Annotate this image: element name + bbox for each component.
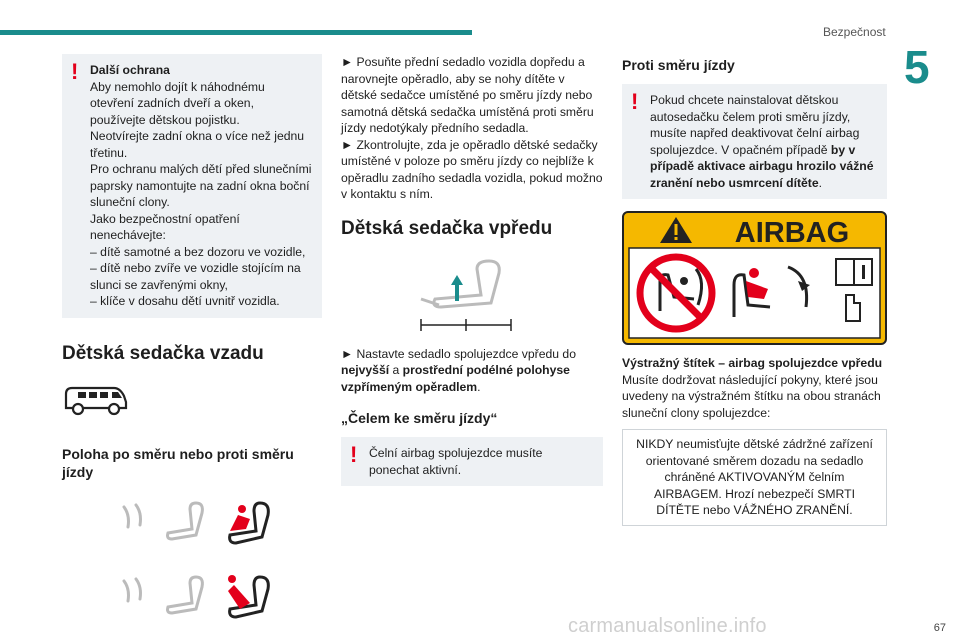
no-rearward-seat-icon (640, 257, 712, 329)
warning-forward-text: Čelní airbag spolujezdce musíte ponechat aktivní. (369, 446, 543, 477)
paragraph-move-seat: ► Posuňte přední sedadlo vozidla dopředu a narovnejte opěradlo, aby se nohy dítěte v dětské sedačce umístěné po směru jízdy nebo samotná dětská sedačka umístěná proti směru jízdy nedotýkaly předního sedadla. (341, 55, 594, 135)
warning-rearward-text (650, 92, 877, 191)
warning-exclamation-icon: ! (631, 89, 639, 114)
vehicle-seat-icon (162, 499, 212, 549)
subheading-forward-facing: „Čelem ke směru jízdy“ (341, 410, 498, 426)
warning-line: Pro ochranu malých dětí před slunečními paprsky namontujte na zadní okna boční sluneční clony. (90, 162, 312, 209)
subheading-position: Poloha po směru nebo proti směru jízdy (62, 445, 294, 480)
section-title: Bezpečnost (823, 25, 886, 39)
para3-text-c: a (389, 363, 403, 377)
warning-line: – dítě nebo zvíře ve vozidle stojícím na slunci se zavřenými okny, (90, 261, 301, 292)
warning-rearward-bold: by v případě aktivace airbagu hrozilo vážné zranění nebo usmrcení dítěte (650, 142, 874, 190)
warning-line: Aby nemohlo dojít k náhodnému otevření zadních dveří a oken, používejte dětskou pojistku. (90, 79, 265, 127)
top-accent-bar (0, 30, 472, 35)
para3-bold-middle: prostřední podélné polohyse vzpřímeným opěradlem (341, 363, 570, 394)
warning-rearward-a: Pokud chcete nainstalovat dětskou autosedačku čelem proti směru jízdy, musíte napřed deaktivovat čelní airbag spolujezdce. V opačném případě (650, 93, 860, 157)
airbag-caption-title: Výstražný štítek – airbag spolujezdce vpředu (622, 356, 883, 370)
airbag-warning-label (622, 211, 887, 345)
seat-row-forward (114, 499, 322, 551)
warning-line: – dítě samotné a bez dozoru ve vozidle, (90, 244, 306, 259)
warning-title: Další ochrana (90, 63, 170, 77)
warning-exclamation-icon: ! (71, 59, 79, 84)
warning-line: Neotvírejte zadní okna o více než jednu třetinu. (90, 129, 305, 160)
child-seat-rearward-icon (220, 573, 276, 625)
warning-box-protection (62, 54, 322, 318)
rear-facing-gap-icon (114, 499, 154, 549)
paragraph-check-backrest: ► Zkontrolujte, zda je opěradlo dětské sedačky umístěné v poloze po směru jízdy co nejblíže k opěradlu zadního sedadla vozidla, pokud možno v kontaktu s ním. (341, 137, 603, 201)
seat-row-rearward (114, 573, 322, 625)
rear-facing-gap-icon (114, 573, 154, 623)
heading-rear-child-seat: Dětská sedačka vzadu (62, 342, 264, 364)
column-middle (341, 54, 603, 486)
vehicle-seat-icon (162, 573, 212, 623)
airbag-sign-text: AIRBAG (734, 217, 850, 249)
van-icon (62, 382, 130, 418)
para3-text-e: . (477, 379, 481, 394)
column-right (622, 56, 887, 526)
warning-line: Jako bezpečnostní opatření nenechávejte: (90, 211, 240, 242)
warning-line: – klíče v dosahu dětí uvnitř vozidla. (90, 294, 280, 308)
seat-position-figures (114, 499, 322, 625)
heading-front-child-seat: Dětská sedačka vpředu (341, 217, 553, 239)
front-seat-adjust-icon (411, 255, 521, 335)
airbag-caption (622, 355, 887, 421)
para3-bold-highest: nejvyšší (341, 363, 390, 377)
airbag-notice-box: NIKDY neumisťujte dětské zádržné zařízení orientované směrem dozadu na sedadlo chráněné AKTIVOVANÝM čelním AIRBAGEM. Hrozí nebezpečí SMRTI DÍTĚTE nebo VÁŽNÉHO ZRANĚNÍ. (622, 429, 887, 526)
para3-text-a: ► Nastavte sedadlo spolujezdce vpředu do (341, 346, 576, 361)
warning-exclamation-icon: ! (350, 442, 358, 467)
airbag-caption-text: Musíte dodržovat následující pokyny, které jsou uvedeny na výstražném štítku na obou stranách sluneční clony spolujezdce: (622, 372, 881, 420)
child-seat-forward-icon (220, 499, 276, 551)
warning-rearward-c: . (818, 175, 823, 190)
paragraph-front-seat-position (341, 346, 603, 396)
page-number: 67 (933, 622, 946, 634)
subheading-rearward-facing: Proti směru jízdy (622, 57, 735, 73)
warning-box-forward (341, 437, 603, 486)
watermark: carmanualsonline.info (568, 615, 767, 637)
column-left (62, 54, 322, 640)
chapter-number: 5 (904, 41, 930, 93)
warning-box-rearward (622, 84, 887, 199)
